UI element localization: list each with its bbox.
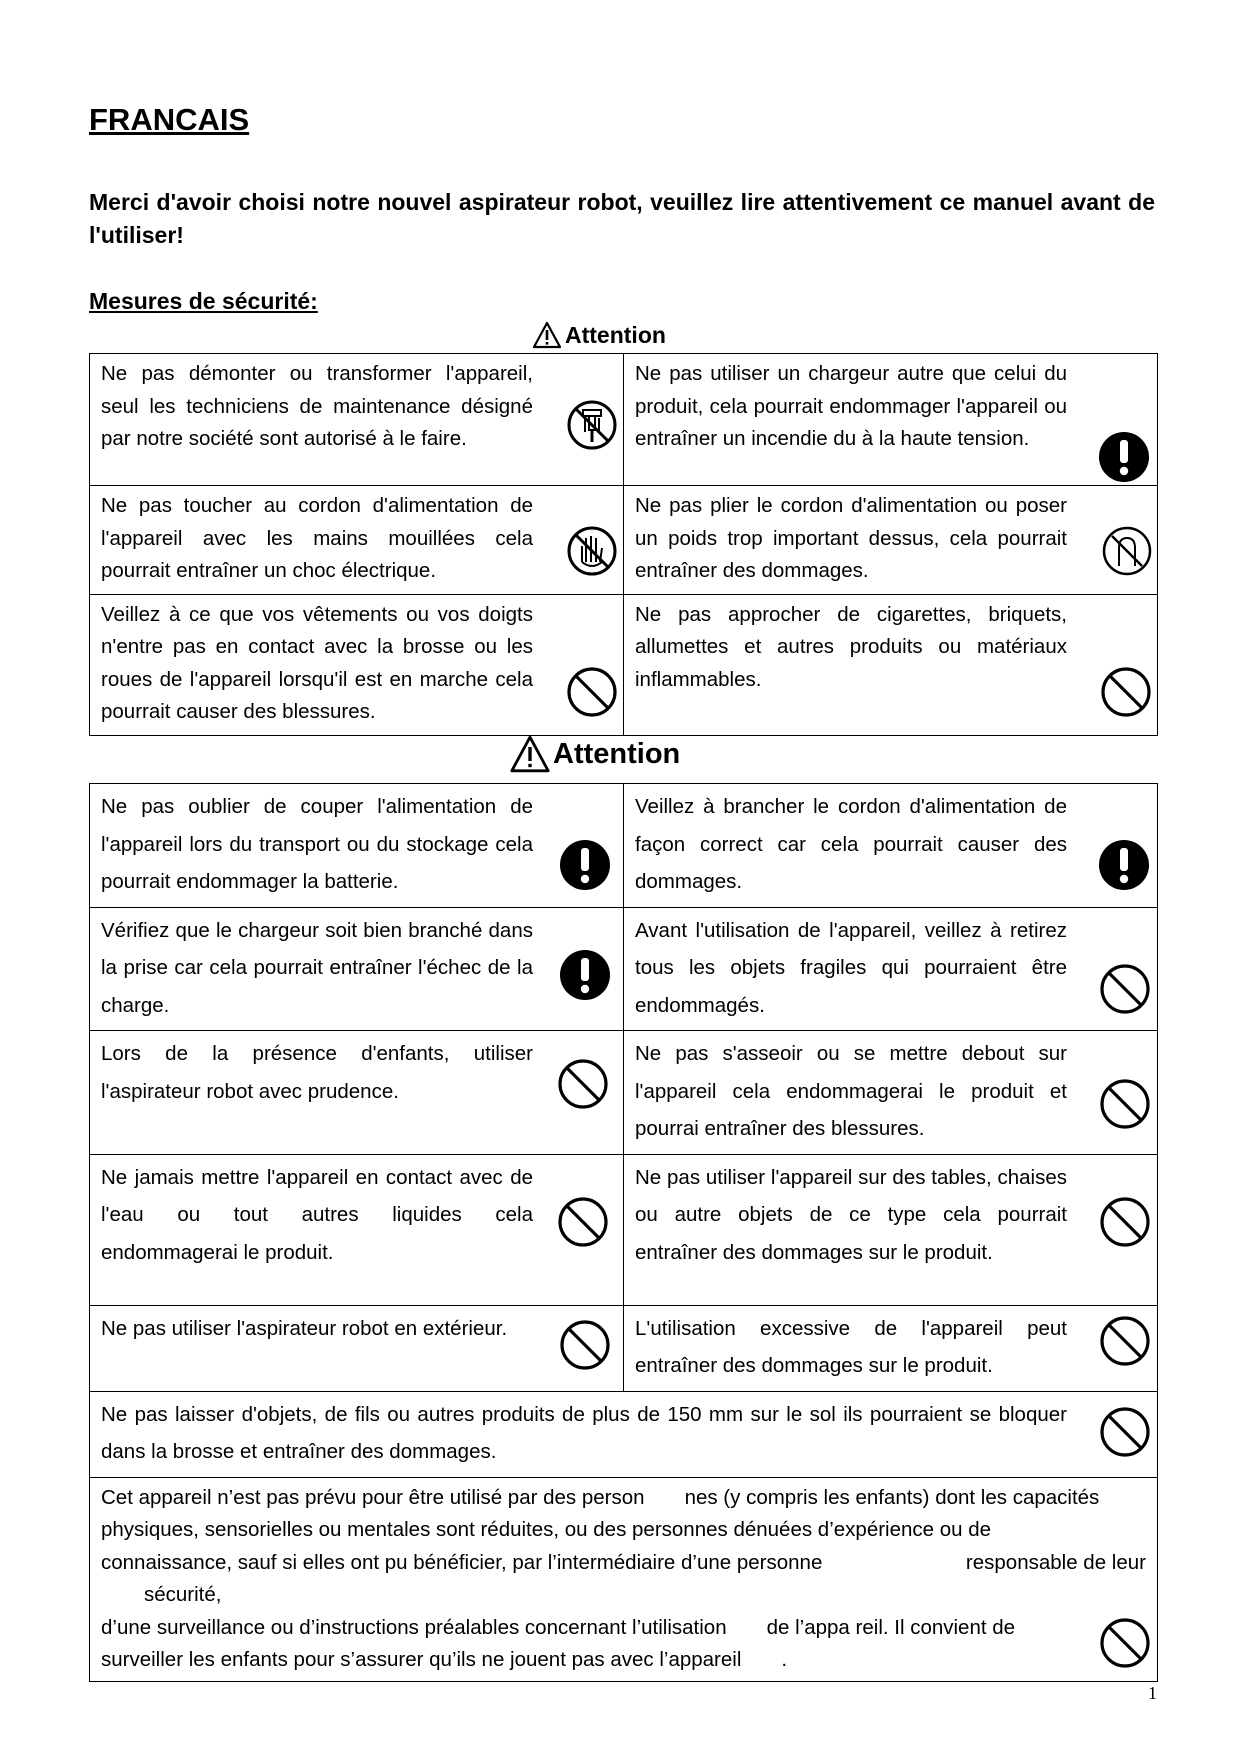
warning-text: Ne jamais mettre l'appareil en contact avec de l'eau ou tout autres liquides cela endommagerai le produit.: [101, 1165, 533, 1264]
safety-table-1: [89, 353, 1158, 736]
safety-table-2: [89, 783, 1158, 1682]
attention-label: Attention: [565, 321, 666, 348]
exclamation-icon: [558, 838, 612, 892]
section-title: Mesures de sécurité:: [89, 288, 318, 314]
notice-line: sécurité,: [144, 1583, 222, 1606]
notice-segment: .: [781, 1648, 788, 1671]
notice-segment: surveiller les enfants pour s’assurer qu’ils ne jouent pas avec l’appareil: [101, 1648, 742, 1671]
warning-cell: [624, 1031, 1158, 1155]
warning-cell: [624, 354, 1158, 486]
prohibited-icon: [1098, 1314, 1152, 1368]
warning-text: Ne pas démonter ou transformer l'appareil, seul les techniciens de maintenance désigné par notre société sont autorisé à le faire.: [101, 362, 533, 450]
no-wet-hands-icon: [565, 524, 619, 578]
notice-segment: connaissance, sauf si elles ont pu bénéficier, par l’intermédiaire d’une personne: [101, 1550, 823, 1574]
warning-cell: [624, 1305, 1158, 1391]
warning-text: Ne pas laisser d'objets, de fils ou autres produits de plus de 150 mm sur le sol ils pourraient se bloquer dans la brosse et entraîner des dommages.: [101, 1402, 1067, 1463]
warning-cell: [624, 486, 1158, 595]
warning-text: Ne pas utiliser l'appareil sur des tables, chaises ou autre objets de ce type cela pourrait entraîner des dommages sur le produit.: [635, 1165, 1067, 1264]
prohibited-icon: [1098, 962, 1152, 1016]
notice-segment: de l’appa reil. Il convient de: [766, 1615, 1016, 1639]
prohibited-icon: [558, 1318, 612, 1372]
prohibited-icon: [556, 1195, 610, 1249]
warning-cell: [624, 907, 1158, 1031]
warning-text: L'utilisation excessive de l'appareil peut entraîner des dommages sur le produit.: [635, 1316, 1067, 1377]
warning-cell: [624, 1154, 1158, 1305]
warning-text: Ne pas toucher au cordon d'alimentation de l'appareil avec les mains mouillées cela pourrait entraîner un choc électrique.: [101, 494, 533, 582]
warning-cell-wide: [90, 1477, 1158, 1681]
attention-label: Attention: [553, 737, 681, 770]
warning-cell-wide: [90, 1391, 1158, 1477]
page-title: FRANCAIS: [89, 102, 250, 137]
warning-text: Ne pas s'asseoir ou se mettre debout sur l'appareil cela endommagerai le produit et pourrai entraîner des blessures.: [635, 1042, 1067, 1140]
warning-text: Veillez à brancher le cordon d'alimentation de façon correct car cela pourrait causer des dommages.: [635, 795, 1067, 893]
warning-text: Lors de la présence d'enfants, utiliser l'aspirateur robot avec prudence.: [101, 1042, 533, 1103]
page-number: 1: [1148, 1683, 1157, 1703]
attention-heading: [532, 318, 666, 352]
notice-line: [101, 1482, 1146, 1515]
no-bending-icon: [1100, 524, 1154, 578]
prohibited-icon: [1098, 1616, 1152, 1670]
exclamation-icon: [558, 948, 612, 1002]
warning-text: Ne pas utiliser un chargeur autre que celui du produit, cela pourrait endommager l'appareil ou entraîner un incendie du à la haute tension.: [635, 362, 1067, 450]
warning-text: Ne pas oublier de couper l'alimentation de l'appareil lors du transport ou du stockage cela pourrait endommager la batterie.: [101, 795, 533, 893]
prohibited-icon: [565, 665, 619, 719]
capacity-notice: [90, 1478, 1157, 1681]
warning-cell: [90, 594, 624, 735]
warning-text: Ne pas plier le cordon d'alimentation ou poser un poids trop important dessus, cela pourrait entraîner des dommages.: [635, 494, 1067, 582]
warning-text: Avant l'utilisation de l'appareil, veillez à retirez tous les objets fragiles qui pourraient être endommagés.: [635, 918, 1067, 1017]
warning-cell: [90, 1154, 624, 1305]
warning-text: Ne pas approcher de cigarettes, briquets, allumettes et autres produits ou matériaux inflammables.: [635, 602, 1067, 691]
warning-cell: [90, 1305, 624, 1391]
attention-heading: [509, 730, 680, 778]
notice-segment: Cet appareil n’est pas prévu pour être utilisé par des person: [101, 1485, 645, 1509]
warning-text: Veillez à ce que vos vêtements ou vos doigts n'entre pas en contact avec la brosse ou les roues de l'appareil lorsqu'il est en marche cela pourrait causer des blessures.: [101, 602, 533, 723]
prohibited-icon: [1099, 665, 1153, 719]
exclamation-icon: [1097, 430, 1151, 484]
warning-icon: [532, 321, 562, 349]
intro-text: Merci d'avoir choisi notre nouvel aspirateur robot, veuillez lire attentivement ce manuel avant de l'utiliser!: [89, 189, 1155, 248]
exclamation-icon: [1097, 838, 1151, 892]
notice-segment: responsable de leur: [965, 1550, 1146, 1574]
notice-line: physiques, sensorielles ou mentales sont réduites, ou des personnes dénuées d’expérience ou de: [101, 1518, 992, 1541]
warning-cell: [90, 907, 624, 1031]
warning-cell: [624, 594, 1158, 735]
prohibited-icon: [1098, 1195, 1152, 1249]
warning-cell: [90, 354, 624, 486]
warning-cell: [624, 784, 1158, 908]
prohibited-icon: [1098, 1077, 1152, 1131]
notice-line: [101, 1612, 1146, 1645]
warning-text: Vérifiez que le chargeur soit bien branché dans la prise car cela pourrait entraîner l'échec de la charge.: [101, 918, 533, 1017]
notice-segment: d’une surveillance ou d’instructions préalables concernant l’utilisation: [101, 1615, 727, 1639]
notice-line: [101, 1547, 1146, 1580]
warning-icon: [509, 733, 551, 775]
warning-cell: [90, 1031, 624, 1155]
warning-cell: [90, 784, 624, 908]
no-disassembly-icon: [565, 398, 619, 452]
prohibited-icon: [556, 1057, 610, 1111]
notice-segment: nes (y compris les enfants) dont les capacités: [684, 1485, 1100, 1509]
warning-text: Ne pas utiliser l'aspirateur robot en extérieur.: [101, 1316, 508, 1340]
warning-cell: [90, 486, 624, 595]
prohibited-icon: [1098, 1405, 1152, 1459]
notice-line: [101, 1644, 1146, 1677]
